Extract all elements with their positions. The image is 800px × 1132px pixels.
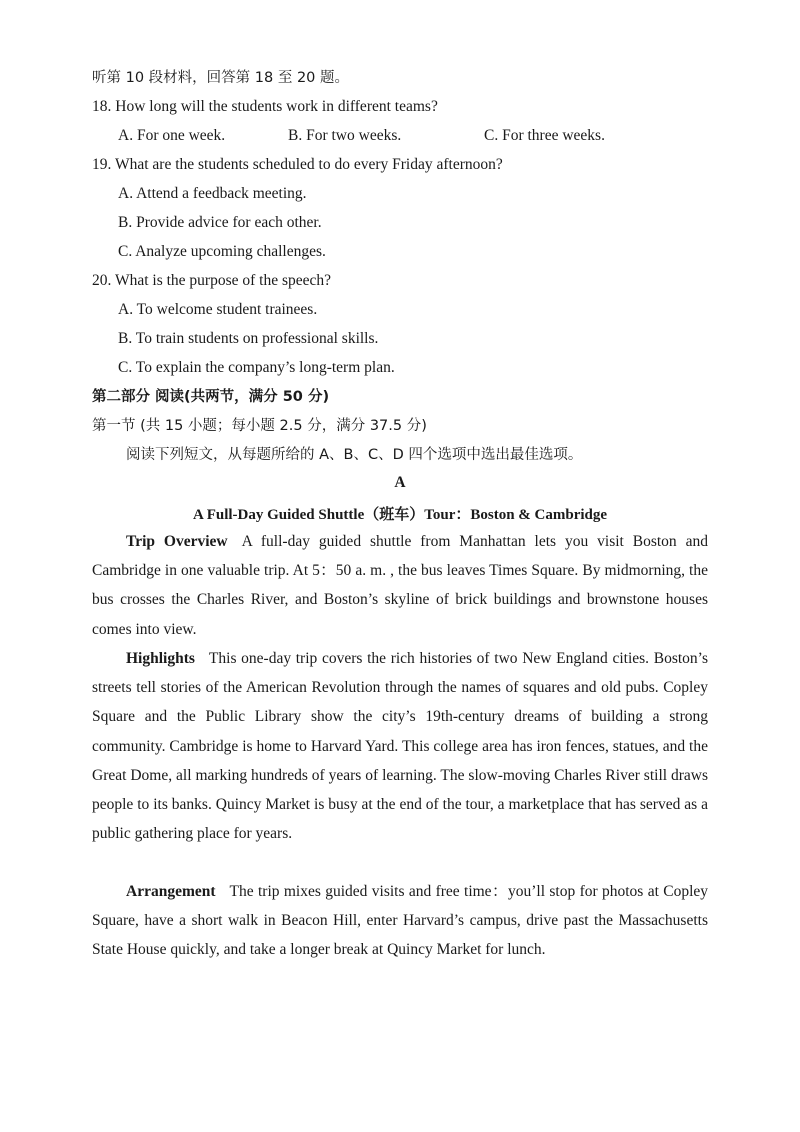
question-18-stem: 18. How long will the students work in different teams? [92,98,438,115]
paragraph-lead-arrangement: Arrangement [126,883,216,900]
reading-section-title: 第一节 (共 15 小题；每小题 2.5 分，满分 37.5 分) [92,418,427,434]
question-20-stem: 20. What is the purpose of the speech? [92,272,332,289]
passage-letter: A [394,474,406,491]
reading-instruction: 阅读下列短文，从每题所给的 A、B、C、D 四个选项中选出最佳选项。 [126,447,583,463]
passage-title: A Full-Day Guided Shuttle（班车）Tour：Boston & Cambridge [192,507,608,523]
paragraph-text-arrangement: The trip mixes guided visits and free time：you’ll stop for photos at Copley Square, have a short walk in Beacon Hill, enter Harvard’s campus, drive past the Massachusetts State House quickly, and take a longer break at Quincy Market for lunch. [92,883,708,959]
question-20-option-a: A. To welcome student trainees. [118,301,318,318]
listening-intro: 听第 10 段材料，回答第 18 至 20 题。 [92,70,350,86]
paragraph-text-trip-overview: A full-day guided shuttle from Manhattan lets you visit Boston and Cambridge in one valuable trip. At 5：50 a. m. , the bus leaves Times Square. By midmorning, the bus crosses the Charles River, and Boston’s skyline of brick buildings and brownstone houses comes into view. [92,533,708,638]
question-19-option-c: C. Analyze upcoming challenges. [118,243,326,260]
paragraph-lead-highlights: Highlights [126,650,195,667]
paragraph-trip-overview [92,527,708,644]
question-18-options [0,126,800,146]
paragraph-lead-trip-overview: Trip Overview [126,533,228,550]
paragraph-highlights [92,644,708,848]
question-18-option-b: B. For two weeks. [288,127,402,144]
question-18-option-a: A. For one week. [118,127,226,144]
paragraph-text-highlights: This one-day trip covers the rich histories of two New England cities. Boston’s streets tell stories of the American Revolution through the names of squares and old pubs. Copley Square and the Public Library show the city’s 19th-century dreams of building a strong community. Cambridge is home to Harvard Yard. This college area has iron fences, statues, and the Great Dome, all marking hundreds of years of learning. The slow-moving Charles River still draws people to its banks. Quincy Market is busy at the end of the tour, a marketplace that has served as a public gathering place for years. [92,650,708,843]
question-20-option-b: B. To train students on professional skills. [118,330,379,347]
question-20-option-c: C. To explain the company’s long-term plan. [118,359,395,376]
question-19-stem: 19. What are the students scheduled to do every Friday afternoon? [92,156,503,173]
reading-part-title: 第二部分 阅读(共两节，满分 50 分) [92,389,330,405]
question-18-option-c: C. For three weeks. [484,127,605,144]
paragraph-arrangement [92,877,708,965]
question-19-option-b: B. Provide advice for each other. [118,214,322,231]
question-19-option-a: A. Attend a feedback meeting. [118,185,307,202]
